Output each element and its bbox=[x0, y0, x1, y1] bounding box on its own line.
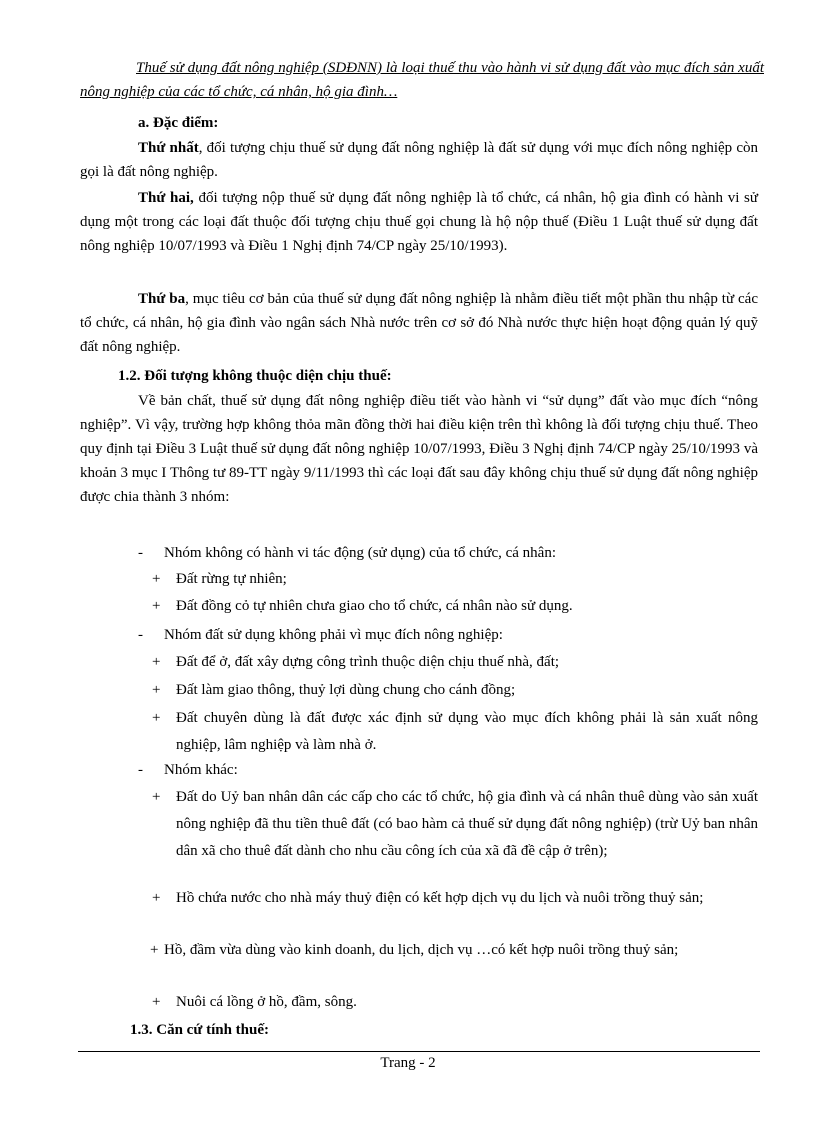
page-number: Trang - 2 bbox=[380, 1055, 436, 1071]
group-1-bullet bbox=[138, 541, 556, 565]
plus-marker: + bbox=[152, 890, 161, 906]
list-item-text: Đất rừng tự nhiên; bbox=[176, 571, 287, 587]
list-item bbox=[152, 593, 758, 620]
second-point-text: đối tượng nộp thuế sử dụng đất nông nghiệp là tổ chức, cá nhân, hộ gia đình có hành vi sử dụng một trong các loại đất thuộc đối tượng chịu thuế gọi chung là hộ nộp thuế (Điều 1 Luật thuế sử dụng đất nông nghiệp 10/07/1993 và Điều 1 Nghị định 74/CP ngày 25/10/1993). bbox=[80, 190, 758, 254]
list-item bbox=[152, 885, 758, 912]
list-item bbox=[152, 566, 758, 593]
list-item bbox=[152, 989, 758, 1016]
list-item-text: Đất làm giao thông, thuỷ lợi dùng chung cho cánh đồng; bbox=[176, 682, 516, 698]
footer-divider bbox=[78, 1051, 760, 1052]
plus-marker: + bbox=[152, 598, 161, 614]
second-point-lead: Thứ hai, bbox=[138, 190, 194, 206]
group-3-title: Nhóm khác: bbox=[164, 762, 238, 778]
plus-marker: + bbox=[152, 710, 161, 726]
plus-marker: + bbox=[152, 654, 161, 670]
list-item-text: Hồ, đầm vừa dùng vào kinh doanh, du lịch, dịch vụ …có kết hợp nuôi trồng thuỷ sản; bbox=[164, 942, 679, 958]
section-1-2-paragraph: Về bản chất, thuế sử dụng đất nông nghiệp điều tiết vào hành vi “sử dụng” đất vào mục đích “nông nghiệp”. Vì vậy, trường hợp không thỏa mãn đồng thời hai điều kiện trên thì không là đối tượng chịu thuế. Theo quy định tại Điều 3 Luật thuế sử dụng đất nông nghiệp 10/07/1993, Điều 3 Nghị định 74/CP ngày 25/10/1993 và khoản 3 mục I Thông tư 89-TT ngày 9/11/1993 thì các loại đất sau đây không chịu thuế sử dụng đất nông nghiệp được chia thành 3 nhóm: bbox=[80, 393, 758, 505]
plus-marker: + bbox=[152, 571, 161, 587]
group-2-bullet bbox=[138, 623, 503, 647]
list-item bbox=[150, 937, 756, 964]
dash-marker: - bbox=[138, 762, 143, 778]
plus-marker: + bbox=[152, 994, 161, 1010]
list-item-text: Đất để ở, đất xây dựng công trình thuộc diện chịu thuế nhà, đất; bbox=[176, 654, 560, 670]
plus-marker: + bbox=[152, 682, 161, 698]
list-item-text: Hồ chứa nước cho nhà máy thuỷ điện có kết hợp dịch vụ du lịch và nuôi trồng thuỷ sản; bbox=[176, 890, 704, 906]
group-1-title: Nhóm không có hành vi tác động (sử dụng) của tổ chức, cá nhân: bbox=[164, 545, 556, 561]
paragraph-third-point bbox=[80, 287, 758, 359]
list-item-text: Đất chuyên dùng là đất được xác định sử dụng vào mục đích không phải là sản xuất nông nghiệp, lâm nghiệp và làm nhà ở. bbox=[176, 710, 758, 753]
dash-marker: - bbox=[138, 627, 143, 643]
dash-marker: - bbox=[138, 545, 143, 561]
paragraph-first-point bbox=[80, 136, 758, 184]
third-point-lead: Thứ ba bbox=[138, 291, 186, 307]
intro-paragraph: Thuế sử dụng đất nông nghiệp (SDĐNN) là loại thuế thu vào hành vi sử dụng đất vào mục đích sản xuất nông nghiệp của các tổ chức, cá nhân, hộ gia đình… bbox=[80, 60, 764, 100]
plus-marker: + bbox=[152, 789, 161, 805]
group-3-bullet bbox=[138, 758, 238, 782]
list-item bbox=[152, 705, 758, 759]
list-item bbox=[152, 784, 758, 865]
list-item-text: Nuôi cá lồng ở hồ, đầm, sông. bbox=[176, 994, 357, 1010]
list-item bbox=[152, 649, 758, 676]
group-2-title: Nhóm đất sử dụng không phải vì mục đích nông nghiệp: bbox=[164, 627, 503, 643]
third-point-text: , mục tiêu cơ bản của thuế sử dụng đất nông nghiệp là nhằm điều tiết một phần thu nhập từ các tổ chức, cá nhân, hộ gia đình vào ngân sách Nhà nước trên cơ sở đó Nhà nước thực hiện hoạt động quản lý quỹ đất nông nghiệp. bbox=[80, 291, 758, 355]
list-item-text: Đất đồng cỏ tự nhiên chưa giao cho tổ chức, cá nhân nào sử dụng. bbox=[176, 598, 573, 614]
section-1-3-heading: 1.3. Căn cứ tính thuế: bbox=[130, 1022, 270, 1038]
first-point-text: , đối tượng chịu thuế sử dụng đất nông nghiệp là đất sử dụng với mục đích nông nghiệp còn gọi là đất nông nghiệp. bbox=[80, 140, 759, 180]
list-item-text: Đất do Uỷ ban nhân dân các cấp cho các tổ chức, hộ gia đình và cá nhân thuê dùng vào sản xuất nông nghiệp đã thu tiền thuê đất (có bao hàm cả thuế sử dụng đất nông nghiệp) (trừ Uỷ ban nhân dân xã cho thuê đất dành cho nhu cầu công ích của xã đã đề cập ở trên); bbox=[176, 789, 758, 859]
plus-marker: + bbox=[150, 942, 159, 958]
paragraph-second-point bbox=[80, 186, 758, 258]
first-point-lead: Thứ nhất bbox=[138, 140, 199, 156]
section-a-heading: a. Đặc điểm: bbox=[138, 115, 219, 131]
list-item bbox=[152, 677, 758, 704]
section-1-2-heading: 1.2. Đối tượng không thuộc diện chịu thuế: bbox=[118, 368, 392, 384]
